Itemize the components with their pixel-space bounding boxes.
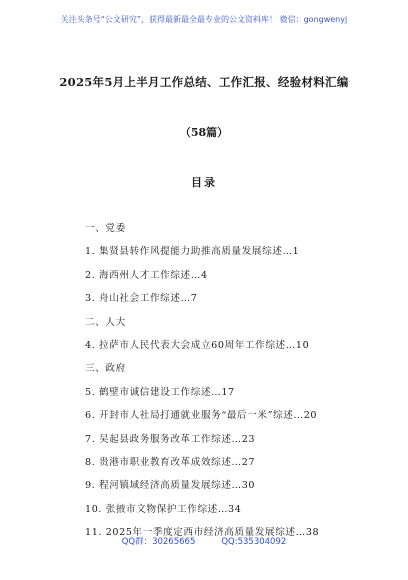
toc-section-party: 一、党委	[85, 223, 126, 234]
header-note: 关注头条号“公文研究”，获得最新最全最专业的公文资料库！ 微信：gongwenyj	[60, 15, 348, 24]
toc-entry: 2. 海西州人才工作综述…4	[85, 269, 208, 281]
footer-contact	[0, 535, 408, 547]
toc-entry: 1. 集贤县转作风提能力助推高质量发展综述…1	[85, 246, 300, 258]
toc-section-government: 三、政府	[85, 363, 126, 375]
toc-entry: 6. 开封市人社局打通就业服务“最后一米”综述…20	[85, 410, 318, 422]
toc-entry: 7. 吴起县政务服务改革工作综述…23	[85, 433, 256, 445]
toc-section-npc: 二、人大	[85, 316, 126, 328]
toc-entry: 4. 拉萨市人民代表大会成立60周年工作综述…10	[85, 339, 310, 351]
toc-entry: 11. 2025年一季度定西市经济高质量发展综述…38	[85, 527, 320, 539]
toc-entry: 3. 舟山社会工作综述…7	[85, 293, 198, 305]
toc-entry: 9. 程河镇域经济高质量发展综述…30	[85, 480, 256, 492]
qq-number: QQ:535304092	[221, 537, 287, 547]
toc-entry: 10. 张掖市文物保护工作综述…34	[85, 503, 242, 515]
qq-group-number: QQ群：30265665	[121, 537, 196, 547]
table-of-contents	[85, 222, 385, 549]
document-title: 2025年5月上半月工作总结、工作汇报、经验材料汇编	[59, 75, 349, 89]
toc-heading: 目录	[191, 176, 217, 189]
toc-entry: 5. 鹤壁市诚信建设工作综述…17	[85, 386, 235, 398]
toc-entry: 8. 贵港市职业教育改革成效综述…27	[85, 456, 256, 468]
document-count: （58篇）	[179, 126, 229, 139]
